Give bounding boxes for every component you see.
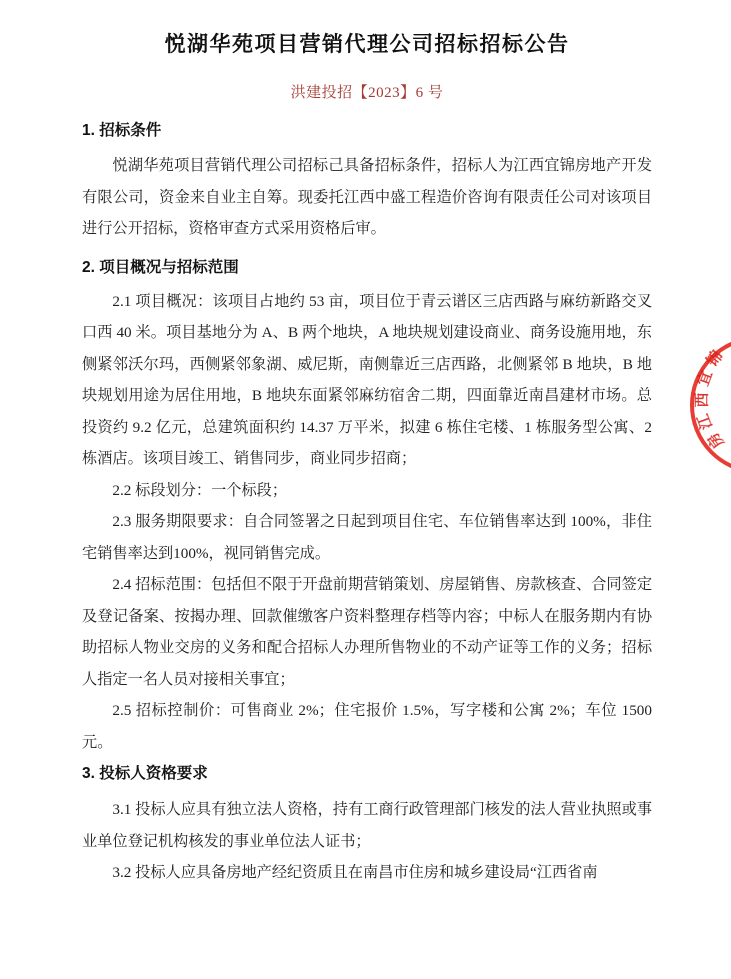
paragraph-2-3: 2.3 服务期限要求：自合同签署之日起到项目住宅、车位销售率达到 100%，非住宅销售率达到100%，视同销售完成。: [82, 513, 652, 562]
document-content: [82, 0, 652, 889]
paragraph-1-1: 悦湖华苑项目营销代理公司招标己具备招标条件，招标人为江西宜锦房地产开发有限公司，资金来自业主自筹。现委托江西中盛工程造价咨询有限责任公司对该项目进行公开招标，资格审查方式采用资格后审。: [82, 157, 652, 237]
seal-character: 房: [705, 429, 728, 451]
paragraph-2-1: 2.1 项目概况：该项目占地约 53 亩，项目位于青云谱区三店西路与麻纺新路交叉口西 40 米。项目基地分为 A、B 两个地块，A 地块规划建设商业、商务设施用地，东侧紧邻沃尔玛，西侧紧邻象湖、威尼斯，南侧靠近三店西路，北侧紧邻 B 地块，B 地块规划用途为居住用地，B 地块东面紧邻麻纺宿舍二期，四面靠近南昌建材市场。总投资约 9.2 亿元，总建筑面积约 14.37 万平米，拟建 6 栋住宅楼、1 栋服务型公寓、2 栋酒店。该项目竣工、销售同步，商业同步招商；: [82, 292, 652, 467]
section-heading-2: 2. 项目概况与招标范围: [82, 258, 239, 276]
document-number: 洪建投招【2023】6 号: [290, 85, 444, 101]
seal-character: 锦: [704, 348, 727, 370]
paragraph-2-5: 2.5 招标控制价：可售商业 2%；住宅报价 1.5%，写字楼和公寓 2%；车位 1500 元。: [82, 702, 652, 751]
page-title: 悦湖华苑项目营销代理公司招标招标公告: [164, 33, 570, 56]
paragraph-3-1: 3.1 投标人应具有独立法人资格，持有工商行政管理部门核发的法人营业执照或事业单位登记机构核发的事业单位法人证书；: [82, 801, 652, 850]
seal-character: 西: [694, 392, 711, 408]
paragraph-2-4: 2.4 招标范围：包括但不限于开盘前期营销策划、房屋销售、房款核查、合同签定及登记备案、按揭办理、回款催缴客户资料整理存档等内容；中标人在服务期内有协助招标人物业交房的义务和配合招标人办理所售物业的不动产证等工作的义务；招标人指定一名人员对接相关事宜；: [82, 576, 652, 688]
section-heading-3: 3. 投标人资格要求: [82, 765, 208, 782]
seal-character: 江: [695, 411, 716, 432]
paragraph-2-2: 2.2 标段划分：一个标段；: [112, 481, 288, 499]
seal-ring-icon: [690, 336, 731, 474]
section-heading-1: 1. 招标条件: [82, 122, 162, 139]
seal-character: 宜: [695, 368, 716, 389]
red-seal-stamp: [690, 336, 731, 474]
paragraph-3-2: 3.2 投标人应具备房地产经纪资质且在南昌市住房和城乡建设局“江西省南: [112, 864, 598, 881]
